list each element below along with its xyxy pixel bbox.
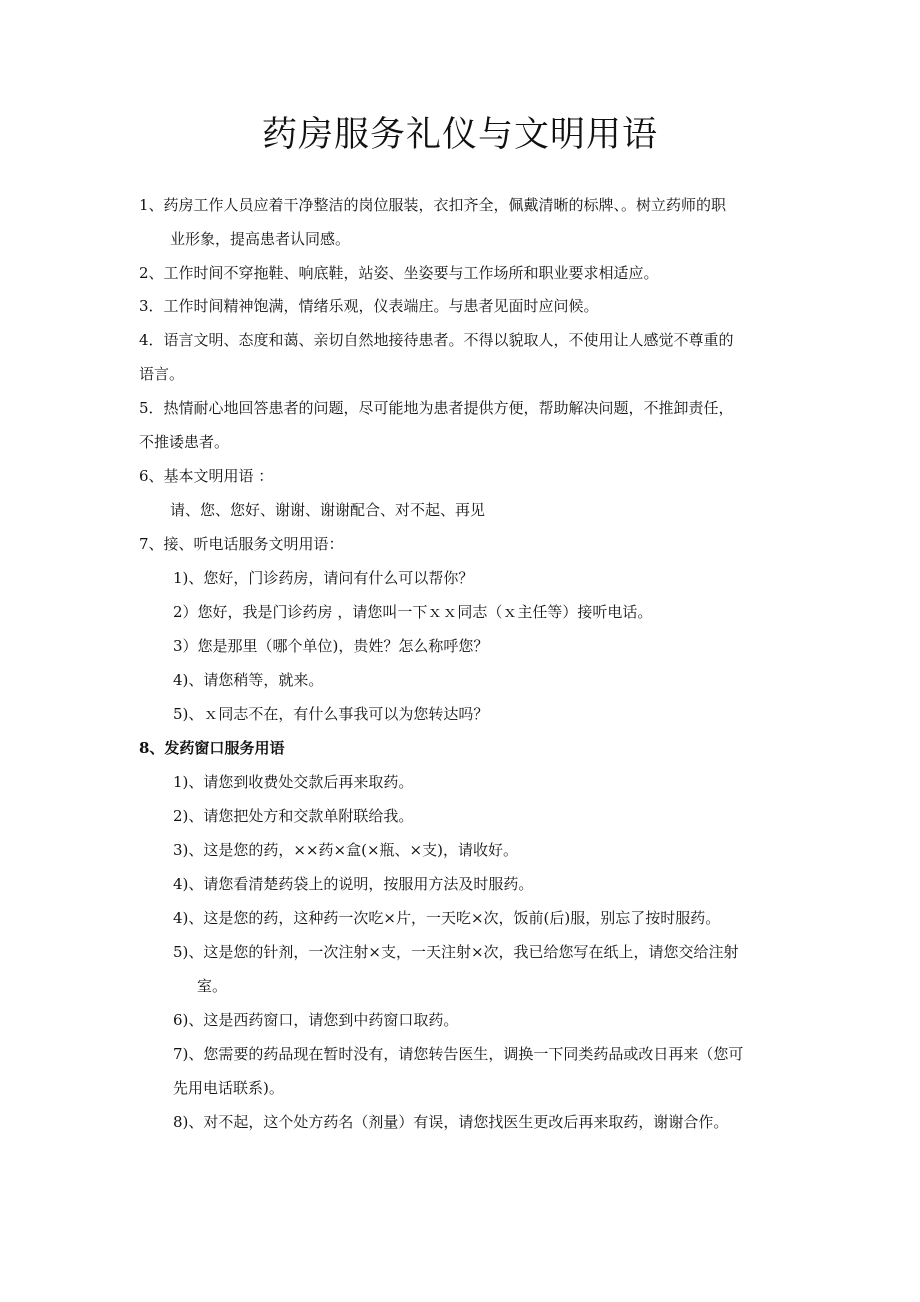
body-line: 8、发药窗口服务用语	[139, 739, 285, 757]
body-line: 1)、您好，门诊药房，请问有什么可以帮你？	[173, 569, 474, 587]
body-line: 6)、这是西药窗口，请您到中药窗口取药。	[173, 1011, 459, 1029]
body-line: 室。	[197, 977, 228, 995]
body-line: 4．语言文明、态度和蔼、亲切自然地接待患者。不得以貌取人，不使用让人感觉不尊重的	[139, 331, 734, 349]
body-line: 4)、这是您的药，这种药一次吃×片，一天吃×次，饭前(后)服，别忘了按时服药。	[173, 909, 721, 927]
body-line: 6、基本文明用语 ：	[139, 467, 274, 485]
document-title: 药房服务礼仪与文明用语	[261, 115, 658, 155]
body-line: 请、您、您好、谢谢、谢谢配合、对不起、再见	[170, 501, 486, 519]
body-line: 3）您是那里（哪个单位)，贵姓？怎么称呼您？	[173, 637, 489, 655]
body-line: 4)、请您稍等，就来。	[173, 671, 324, 689]
body-line: 5)、ｘ同志不在，有什么事我可以为您转达吗？	[173, 705, 489, 723]
body-line: 1)、请您到收费处交款后再来取药。	[173, 773, 414, 791]
body-line: 2)、请您把处方和交款单附联给我。	[173, 807, 414, 825]
body-line: 3)、这是您的药，××药×盒(×瓶、×支)，请收好。	[173, 841, 518, 859]
body-line: 7)、您需要的药品现在暂时没有，请您转告医生，调换一下同类药品或改日再来（您可	[173, 1045, 744, 1063]
body-line: 语言。	[139, 365, 185, 383]
body-line: 不推诿患者。	[139, 433, 230, 451]
body-line: 5．热情耐心地回答患者的问题，尽可能地为患者提供方便，帮助解决问题，不推卸责任，	[139, 399, 734, 417]
body-line: 2、工作时间不穿拖鞋、响底鞋，站姿、坐姿要与工作场所和职业要求相适应。	[139, 264, 659, 282]
body-line: 5)、这是您的针剂，一次注射×支，一天注射×次，我已给您写在纸上，请您交给注射	[173, 943, 739, 961]
body-line: 8)、对不起，这个处方药名（剂量）有误，请您找医生更改后再来取药，谢谢合作。	[173, 1113, 729, 1131]
body-line: 业形象，提高患者认同感。	[170, 230, 351, 248]
body-line: 3．工作时间精神饱满，情绪乐观，仪表端庄。与患者见面时应问候。	[139, 297, 599, 315]
body-line: 2）您好，我是门诊药房 ，请您叫一下ｘｘ同志（ｘ主任等）接听电话。	[173, 603, 653, 621]
body-line: 4)、请您看清楚药袋上的说明，按服用方法及时服药。	[173, 875, 534, 893]
body-line: 先用电话联系)。	[173, 1079, 284, 1097]
body-line: 7、接、听电话服务文明用语：	[139, 535, 344, 553]
body-line: 1、药房工作人员应着干净整洁的岗位服装，衣扣齐全，佩戴清晰的标牌、。树立药师的职	[139, 196, 727, 214]
